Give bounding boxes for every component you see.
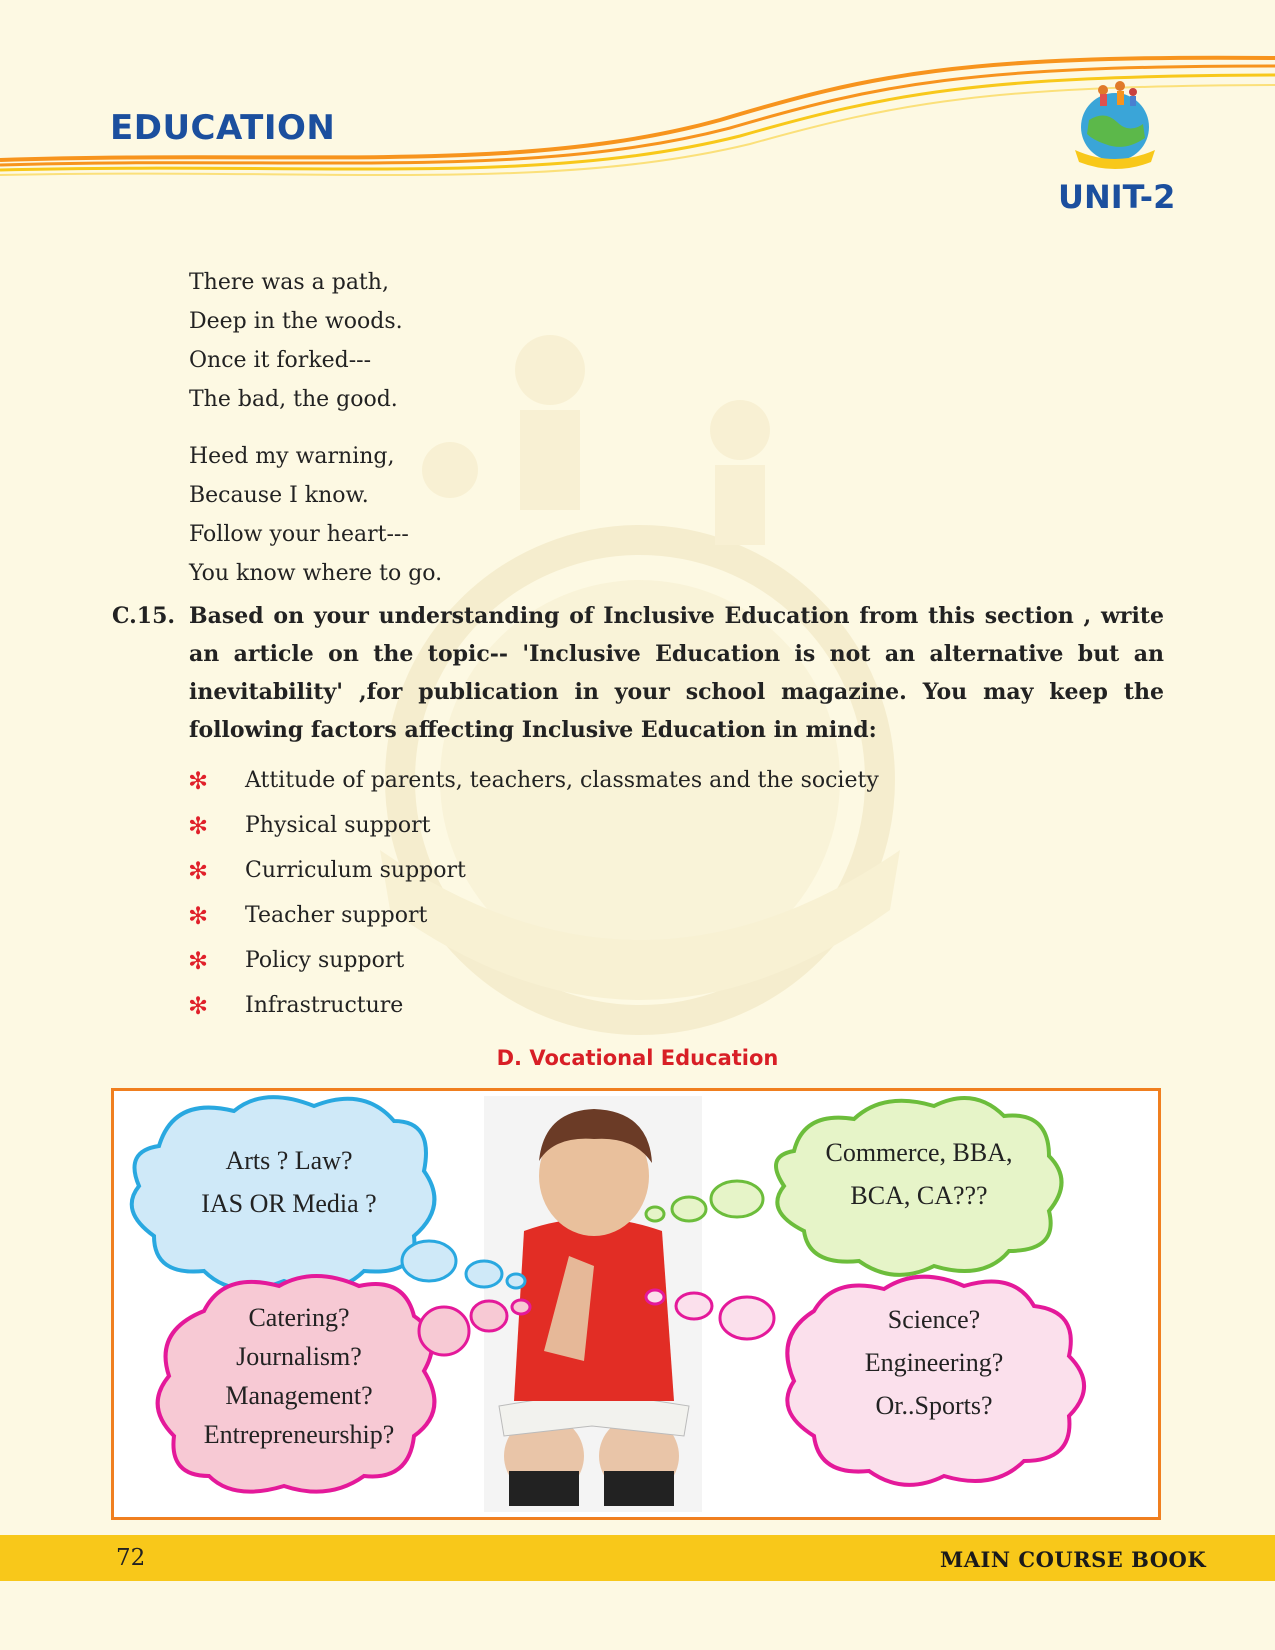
poem-line: Because I know.: [189, 483, 369, 508]
school-emblem-icon: [1065, 72, 1165, 182]
bubble-line: Or..Sports?: [875, 1391, 993, 1420]
poem-line: Follow your heart---: [189, 522, 409, 547]
bullet-item: Attitude of parents, teachers, classmates and the society: [245, 768, 879, 793]
asterisk-icon: ✻: [188, 767, 209, 795]
bubble-text-bottom-left: [159, 1298, 439, 1454]
page-number: 72: [116, 1545, 146, 1571]
bubble-line: Management?: [225, 1381, 373, 1410]
asterisk-icon: ✻: [188, 812, 209, 840]
bullet-item: Physical support: [245, 813, 431, 838]
bullet-item: Curriculum support: [245, 858, 466, 883]
poem-line: The bad, the good.: [189, 387, 398, 412]
poem-line: Once it forked---: [189, 348, 372, 373]
bubble-line: BCA, CA???: [850, 1181, 988, 1210]
bubble-line: Science?: [887, 1305, 981, 1334]
bubble-line: Arts ? Law?: [225, 1146, 353, 1175]
question-text: Based on your understanding of Inclusive Education from this section , write an article on the topic-- 'Inclusive Education is not an alternative but an inevitability' ,for publication in your school magazine. You may keep the following factors affecting Inclusive Education in mind:: [189, 603, 1164, 743]
book-name: MAIN COURSE BOOK: [940, 1547, 1207, 1572]
asterisk-icon: ✻: [188, 947, 209, 975]
bubble-text-bottom-right: [814, 1298, 1054, 1427]
poem-line: You know where to go.: [189, 561, 443, 586]
bubble-line: IAS OR Media ?: [201, 1189, 377, 1218]
asterisk-icon: ✻: [188, 902, 209, 930]
bubble-line: Engineering?: [864, 1348, 1004, 1377]
poem-line: Heed my warning,: [189, 444, 395, 469]
bubble-text-top-right: [804, 1131, 1034, 1217]
bubble-line: Catering?: [248, 1303, 350, 1332]
unit-label: UNIT-2: [1058, 178, 1176, 216]
bullet-item: Policy support: [245, 948, 405, 973]
poem-line: There was a path,: [189, 270, 389, 295]
bullet-item: Infrastructure: [245, 993, 404, 1018]
bullet-item: Teacher support: [245, 903, 428, 928]
bubble-line: Entrepreneurship?: [203, 1420, 395, 1449]
bubble-text-top-left: [174, 1139, 404, 1225]
bubble-line: Commerce, BBA,: [825, 1138, 1013, 1167]
section-title: EDUCATION: [110, 108, 336, 148]
poem-line: Deep in the woods.: [189, 309, 403, 334]
asterisk-icon: ✻: [188, 857, 209, 885]
question-number: C.15.: [112, 603, 176, 629]
asterisk-icon: ✻: [188, 992, 209, 1020]
vocational-illustration: [111, 1088, 1161, 1520]
bubble-line: Journalism?: [236, 1342, 362, 1371]
section-subheading: D. Vocational Education: [496, 1046, 779, 1070]
